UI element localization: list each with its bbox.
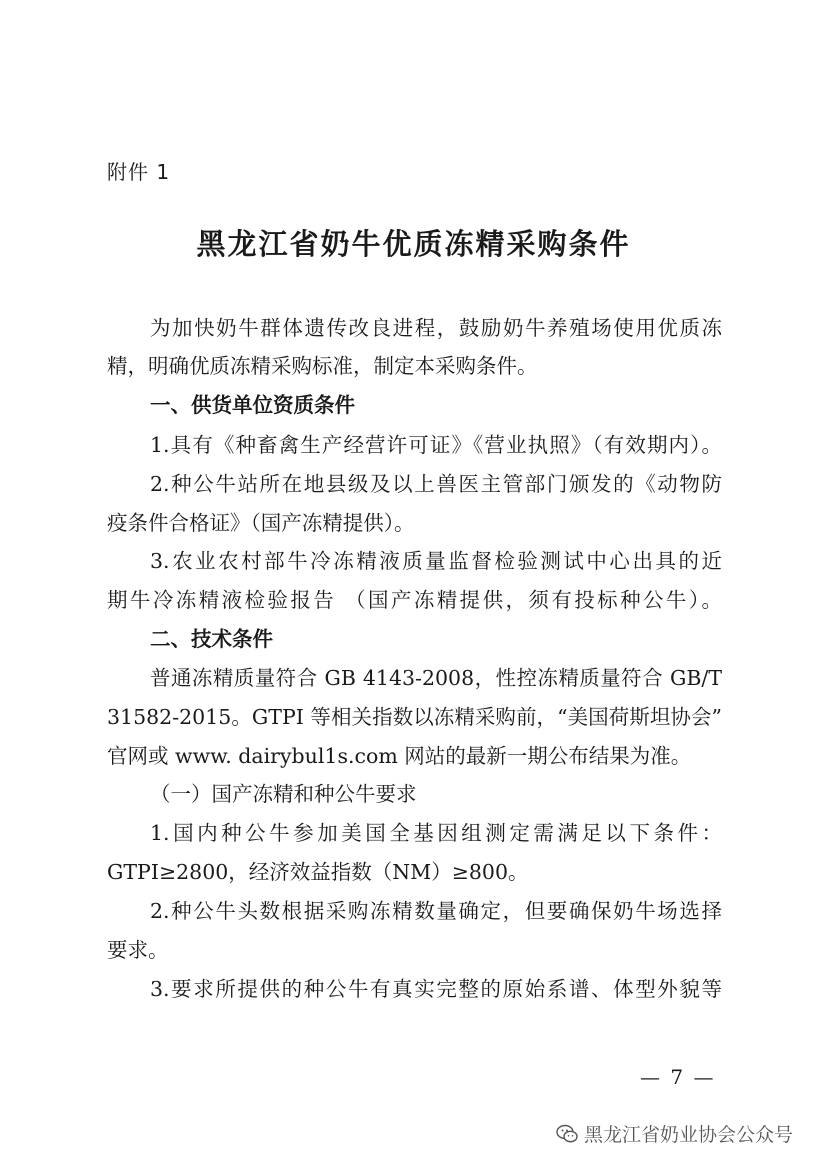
subsection-heading: （一）国产冻精和种公牛要求: [150, 782, 417, 806]
paragraph-line: 官网或 www. dairybul1s.com 网站的最新一期公布结果为准。: [107, 744, 692, 768]
paragraph-line: 31582-2015。GTPI 等相关指数以冻精采购前，“美国荷斯坦协会”: [107, 705, 722, 729]
section-heading: 二、技术条件: [150, 627, 273, 651]
paragraph-line: 1.国内种公牛参加美国全基因组测定需满足以下条件：: [150, 821, 722, 845]
paragraph-line: 1.具有《种畜禽生产经营许可证》《营业执照》（有效期内）。: [150, 433, 722, 457]
watermark-text: 黑龙江省奶业协会公众号: [584, 1124, 794, 1146]
paragraph-line: 为加快奶牛群体遗传改良进程，鼓励奶牛养殖场使用优质冻: [150, 316, 722, 340]
paragraph-line: 3.要求所提供的种公牛有真实完整的原始系谱、体型外貌等: [150, 977, 722, 1001]
paragraph-line: 普通冻精质量符合 GB 4143-2008，性控冻精质量符合 GB/T: [150, 666, 722, 690]
paragraph-line: 3.农业农村部牛冷冻精液质量监督检验测试中心出具的近: [150, 549, 722, 573]
attachment-label: 附件 1: [107, 160, 171, 184]
page-number: — 7 —: [640, 1065, 716, 1089]
paragraph-line: 疫条件合格证》（国产冻精提供）。: [107, 511, 415, 535]
paragraph-line: 2.种公牛头数根据采购冻精数量确定，但要确保奶牛场选择: [150, 899, 722, 923]
paragraph-line: GTPI≥2800，经济效益指数（NM）≥800。: [107, 860, 529, 884]
wechat-icon: [556, 1124, 578, 1144]
paragraph-line: 2.种公牛站所在地县级及以上兽医主管部门颁发的《动物防: [150, 472, 722, 496]
paragraph-line: 期牛冷冻精液检验报告 （国产冻精提供，须有投标种公牛）。: [107, 588, 722, 612]
document-title: 黑龙江省奶牛优质冻精采购条件: [196, 227, 631, 261]
section-heading: 一、供货单位资质条件: [150, 393, 355, 417]
paragraph-line: 精，明确优质冻精采购标准，制定本采购条件。: [107, 354, 538, 378]
watermark: [556, 1120, 793, 1147]
paragraph-line: 要求。: [107, 938, 169, 962]
